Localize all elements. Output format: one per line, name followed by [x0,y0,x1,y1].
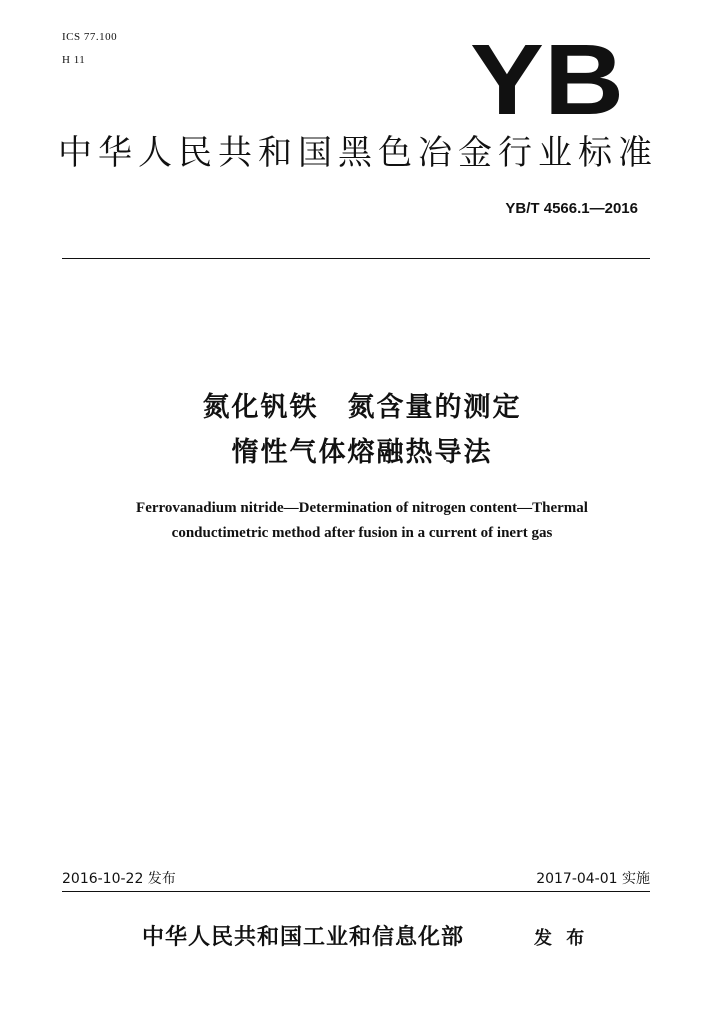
issue-date: 2016-10-22 发布 [62,871,176,887]
yb-logo [468,34,626,120]
ics-code: ICS 77.100 [62,31,118,43]
ccs-code: H 11 [62,54,86,66]
standard-number: YB/T 4566.1—2016 [505,200,638,217]
bottom-divider [62,891,650,892]
publish-label: 发 布 [534,928,589,949]
english-title-line-1: Ferrovanadium nitride—Determination of nitrogen content—Thermal [136,500,588,516]
yb-logo-text: YB [470,34,624,120]
chinese-title-line-2: 惰性气体熔融热导法 [231,437,493,468]
chinese-title-line-1: 氮化钒铁 氮含量的测定 [202,392,522,423]
top-divider [62,258,650,259]
publisher-name: 中华人民共和国工业和信息化部 [142,925,465,950]
english-title-line-2: conductimetric method after fusion in a current of inert gas [171,525,553,541]
implementation-date: 2017-04-01 实施 [536,871,650,887]
industry-standard-title: 中华人民共和国黑色冶金行业标准 [58,133,658,173]
